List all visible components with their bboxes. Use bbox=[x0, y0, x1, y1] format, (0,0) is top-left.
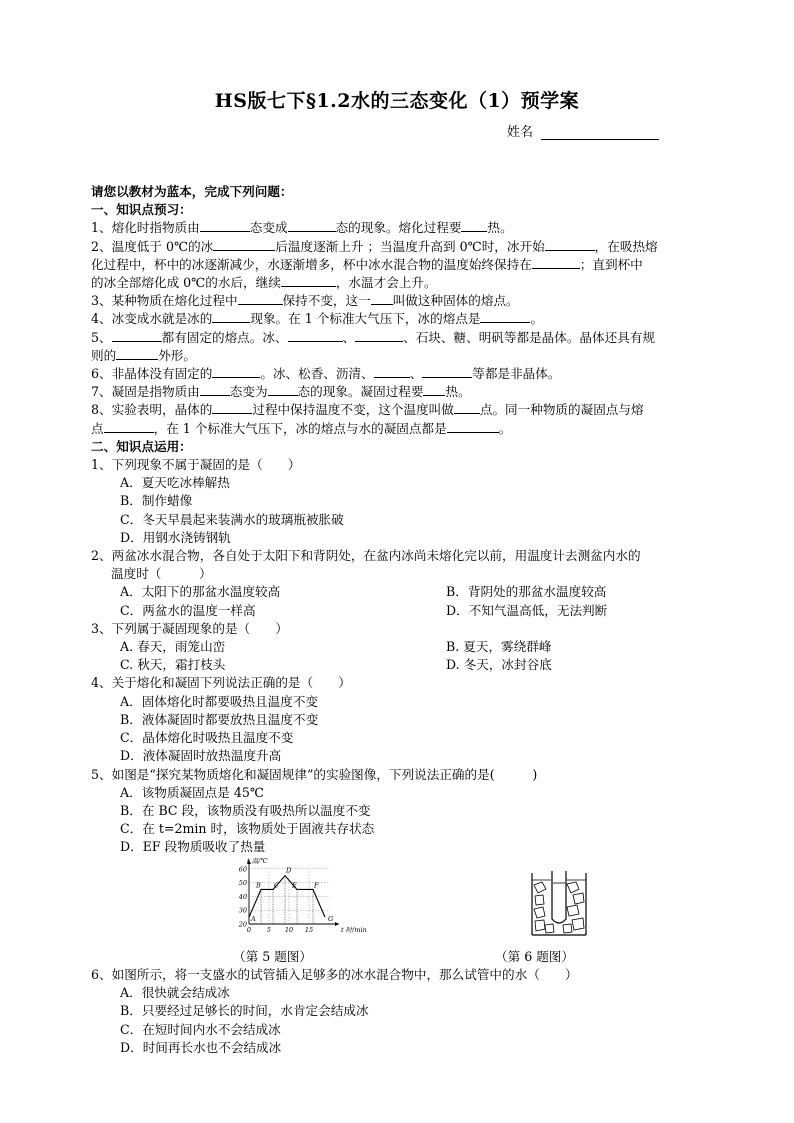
option-b[interactable]: B．在 BC 段，该物质没有吸热所以温度不变 bbox=[120, 802, 371, 818]
page-title: HS版七下§1.2水的三态变化（1）预学案 bbox=[214, 90, 580, 112]
y-axis-label: t 温/℃ bbox=[247, 857, 268, 865]
s1-q5: 5、 都有固定的熔点。冰、 、 、石块、糖、明矾等都是晶体。晶体还具有规 bbox=[91, 329, 656, 345]
s2-q4-stem: 4、关于熔化和凝固下列说法正确的是（ ） bbox=[91, 675, 351, 691]
option-a[interactable]: A．该物质凝固点是 45℃ bbox=[120, 784, 264, 800]
option-b[interactable]: B．背阴处的那盆水温度较高 bbox=[446, 584, 607, 600]
option-c[interactable]: C．晶体熔化时吸热且温度不变 bbox=[120, 730, 294, 746]
s1-q1: 1、熔化时指物质由 态变成 态的现象。熔化过程要 热。 bbox=[91, 220, 513, 236]
s1-q4: 4、冰变成水就是冰的 现象。在 1 个标准大气压下，冰的熔点是 。 bbox=[91, 311, 544, 327]
blank[interactable] bbox=[104, 420, 154, 433]
option-d[interactable]: D．EF 段物质吸收了热量 bbox=[120, 839, 266, 855]
s1-q5-cont: 则的 外形。 bbox=[91, 347, 196, 363]
y-tick-label: 60 bbox=[238, 865, 247, 874]
point-label: A bbox=[251, 915, 256, 924]
s1-q2-cont2: 的冰全部熔化成 0℃的水后，继续 ，水温才会上升。 bbox=[91, 275, 437, 291]
option-b[interactable]: B．只要经过足够长的时间，水肯定会结成冰 bbox=[120, 1003, 369, 1019]
options-row bbox=[91, 656, 711, 674]
blank[interactable] bbox=[116, 347, 158, 360]
ice-chunk bbox=[535, 920, 545, 931]
blank[interactable] bbox=[545, 238, 595, 251]
x-tick-label: 15 bbox=[304, 926, 314, 934]
x-tick-label: 10 bbox=[284, 926, 294, 934]
worksheet-body bbox=[91, 183, 711, 857]
blank[interactable] bbox=[371, 292, 393, 305]
blank[interactable] bbox=[281, 274, 336, 287]
blank[interactable] bbox=[422, 365, 472, 378]
option-d[interactable]: D．液体凝固时放热温度升高 bbox=[120, 748, 282, 764]
intro-text: 请您以教材为蓝本，完成下列问题： bbox=[91, 184, 293, 199]
section1-heading: 一、知识点预习： bbox=[91, 202, 192, 218]
x-axis-label: t 时/min bbox=[341, 926, 367, 934]
x-tick-label: 0 bbox=[246, 926, 252, 934]
option-a[interactable]: A．很快就会结成冰 bbox=[120, 985, 230, 1001]
melting-curve-chart bbox=[231, 857, 367, 938]
y-tick-label: 50 bbox=[238, 879, 247, 888]
options-row bbox=[91, 583, 711, 601]
section2-heading: 二、知识点运用： bbox=[91, 438, 192, 454]
s1-q2: 2、温度低于 0℃的冰 后温度逐渐上升 ；当温度升高到 0℃时，冰开始 ，在吸热熔 bbox=[91, 238, 658, 254]
s1-q6: 6、非晶体没有固定的 。冰、松香、沥清、 、 等都是非晶体。 bbox=[91, 366, 561, 382]
option-a[interactable]: A．太阳下的那盆水温度较高 bbox=[120, 584, 281, 600]
options-row bbox=[91, 638, 711, 656]
name-field bbox=[507, 121, 659, 140]
y-tick-label: 40 bbox=[238, 892, 247, 901]
y-tick-label: 20 bbox=[238, 920, 247, 929]
blank[interactable] bbox=[461, 219, 487, 232]
blank[interactable] bbox=[212, 401, 252, 414]
s1-q2-cont: 化过程中，杯中的冰逐渐减少，水逐渐增多，杯中冰水混合物的温度始终保持在 ；直到杯中 bbox=[91, 256, 643, 272]
name-blank[interactable] bbox=[541, 126, 659, 140]
point-label: C bbox=[274, 881, 279, 890]
blank[interactable] bbox=[374, 365, 410, 378]
ice-chunk bbox=[534, 882, 546, 893]
blank[interactable] bbox=[423, 383, 445, 396]
blank[interactable] bbox=[288, 219, 336, 232]
ice-chunk bbox=[573, 893, 584, 904]
blank[interactable] bbox=[213, 238, 275, 251]
ice-chunk bbox=[567, 905, 579, 916]
blank[interactable] bbox=[212, 365, 260, 378]
s1-q7: 7、凝固是指物质由 态变为 态的现象。凝固过程要 热。 bbox=[91, 384, 471, 400]
blank[interactable] bbox=[200, 383, 230, 396]
fig6-caption: （第 6 题图） bbox=[495, 949, 574, 964]
point-label: F bbox=[314, 881, 319, 890]
ice-chunk bbox=[572, 918, 584, 930]
worksheet-body-2 bbox=[91, 966, 711, 1057]
blank[interactable] bbox=[480, 310, 530, 323]
option-b[interactable]: B．液体凝固时都要放热且温度不变 bbox=[120, 711, 319, 727]
option-c[interactable]: C．冬天早晨起来装满水的玻璃瓶被胀破 bbox=[120, 511, 344, 527]
option-a[interactable]: A. 春天，雨笼山峦 bbox=[120, 639, 226, 655]
blank[interactable] bbox=[212, 310, 250, 323]
option-c[interactable]: C．在短时间内水不会结成冰 bbox=[120, 1021, 281, 1037]
blank[interactable] bbox=[454, 401, 480, 414]
s2-q3-stem: 3、下列属于凝固现象的是（ ） bbox=[91, 620, 288, 636]
s2-q6-stem: 6、如图所示，将一支盛水的试管插入足够多的冰水混合物中，那么试管中的水（ ） bbox=[91, 967, 578, 982]
test-tube-in-ice-water-diagram bbox=[529, 871, 589, 941]
option-a[interactable]: A．夏天吃冰棒解热 bbox=[120, 475, 230, 491]
options-row bbox=[91, 602, 711, 620]
ice-chunk bbox=[545, 924, 554, 933]
s2-q5-stem: 5、如图是“探究某物质熔化和凝固规律”的实验图像，下列说法正确的是( ) bbox=[91, 766, 538, 782]
s1-q8: 8、实验表明，晶体的 过程中保持温度不变，这个温度叫做 点。同一种物质的凝固点与熔 bbox=[91, 402, 644, 418]
blank[interactable] bbox=[288, 329, 343, 342]
point-label: E bbox=[292, 881, 297, 890]
blank[interactable] bbox=[112, 329, 162, 342]
option-b[interactable]: B．制作蜡像 bbox=[120, 493, 193, 509]
option-b[interactable]: B. 夏天，雾绕群峰 bbox=[446, 639, 552, 655]
option-d[interactable]: D．不知气温高低，无法判断 bbox=[446, 602, 608, 618]
option-d[interactable]: D．时间再长水也不会结成冰 bbox=[120, 1039, 282, 1055]
point-label: B bbox=[256, 881, 261, 890]
figures-row bbox=[91, 857, 711, 966]
option-c[interactable]: C．两盆水的温度一样高 bbox=[120, 602, 256, 618]
blank[interactable] bbox=[532, 256, 580, 269]
ice-chunk bbox=[534, 907, 545, 918]
point-label: G bbox=[328, 915, 334, 924]
fig5-caption: （第 5 题图） bbox=[233, 949, 312, 964]
s2-q2-stem: 2、两盆冰水混合物，各自处于太阳下和背阴处，在盆内冰尚未熔化完以前，用温度计去测盆内水的 bbox=[91, 548, 641, 564]
s2-q1-stem: 1、下列现象不属于凝固的是（ ） bbox=[91, 457, 301, 473]
blank[interactable] bbox=[200, 219, 250, 232]
blank[interactable] bbox=[238, 292, 283, 305]
ice-chunk bbox=[563, 924, 572, 933]
test-tube-outline bbox=[552, 871, 566, 923]
x-tick-label: 5 bbox=[266, 926, 272, 934]
option-d[interactable]: D．用钢水浇铸钢轨 bbox=[120, 529, 231, 545]
option-d[interactable]: D. 冬天，冰封谷底 bbox=[446, 657, 552, 673]
point-label: D bbox=[286, 866, 292, 875]
option-c[interactable]: C. 秋天，霜打枝头 bbox=[120, 657, 226, 673]
blank[interactable] bbox=[355, 329, 403, 342]
ice-chunk bbox=[567, 882, 579, 893]
name-label: 姓名 bbox=[507, 125, 534, 140]
blank[interactable] bbox=[447, 420, 499, 433]
y-tick-label: 30 bbox=[238, 906, 247, 915]
option-a[interactable]: A．固体熔化时都要吸热且温度不变 bbox=[120, 693, 319, 709]
option-c[interactable]: C．在 t=2min 时，该物质处于固液共存状态 bbox=[120, 821, 375, 837]
blank[interactable] bbox=[268, 383, 298, 396]
ice-chunk bbox=[535, 895, 544, 905]
s2-q2-stem-cont: 温度时（ ） bbox=[111, 566, 212, 582]
x-axis-arrow bbox=[335, 922, 339, 926]
test-tube bbox=[552, 871, 566, 923]
s1-q3: 3、某种物质在熔化过程中 保持不变，这一 叫做这种固体的熔点。 bbox=[91, 293, 519, 309]
s1-q8-cont: 点 ，在 1 个标准大气压下，冰的熔点与水的凝固点都是 。 bbox=[91, 420, 512, 436]
